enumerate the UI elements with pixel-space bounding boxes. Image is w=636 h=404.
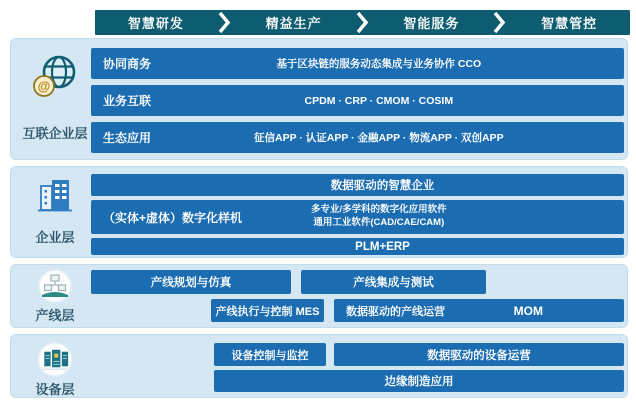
bar-smart-enterprise (91, 174, 624, 196)
bar-text: 数据驱动的设备运营 (427, 349, 531, 362)
layer4-icon-column (11, 335, 99, 397)
buildings-icon (34, 175, 76, 222)
bar-digital-prototype (91, 200, 624, 234)
bar-desc: 基于区块链的服务动态集成与业务协作 CCO (276, 58, 482, 70)
layer1-name: 互联企业层 (22, 126, 88, 141)
layer-production-line (10, 264, 628, 328)
desc-line2: 通用工业软件(CAD/CAE/CAM) (313, 217, 445, 228)
bar-text: 产线规划与仿真 (150, 277, 232, 289)
bar-label: 生态应用 (103, 131, 152, 145)
chevron-right-icon (355, 10, 371, 35)
machine-icon (37, 341, 74, 383)
mom-tag: MOM (513, 303, 543, 318)
chevron-right-icon (217, 10, 233, 35)
bar-text: 边缘制造应用 (384, 376, 454, 388)
process-banner (95, 10, 630, 35)
layer-interconnected-enterprise (10, 38, 628, 160)
layer2-name: 企业层 (35, 230, 75, 245)
bar-label: 业务互联 (103, 94, 152, 108)
bar-text: 设备控制与监控 (231, 349, 309, 362)
factory-icon (37, 268, 73, 309)
bar-device-operation (334, 343, 624, 366)
layer2-icon-column (11, 167, 99, 257)
bar-line-planning (91, 270, 291, 294)
bar-eco-apps (91, 122, 624, 153)
chevron-right-icon (492, 10, 508, 35)
bar-business-interconnect (91, 85, 624, 116)
bar-device-control (214, 343, 326, 366)
bar-line-operation (334, 299, 624, 322)
bar-plm-erp (91, 238, 624, 255)
layer-equipment (10, 334, 628, 398)
globe-at-icon (31, 53, 79, 106)
bar-label: （实体+虚体）数字化样机 (103, 210, 243, 225)
bar-text: 产线执行与控制 MES (215, 305, 320, 318)
layer3-icon-column (11, 265, 99, 327)
bar-mes (211, 299, 324, 322)
layer1-icon-column (11, 39, 99, 159)
desc-line1: 多专业/多学科的数字化应用软件 (310, 204, 447, 216)
layer4-name: 设备层 (35, 382, 75, 397)
layer-enterprise (10, 166, 628, 258)
bar-label: 协同商务 (103, 57, 152, 71)
svg-text:@: @ (37, 78, 51, 94)
bar-text: 产线集成与测试 (353, 277, 434, 289)
bar-desc: CPDM · CRP · CMOM · COSIM (304, 94, 454, 107)
bar-line-integration (301, 270, 486, 294)
bar-desc: 征信APP · 认证APP · 金融APP · 物流APP · 双创APP (254, 132, 504, 144)
bar-collaborative-commerce (91, 48, 624, 79)
layer3-name: 产线层 (35, 308, 75, 323)
bar-text: PLM+ERP (355, 240, 410, 253)
bar-label: 数据驱动的产线运营 (346, 305, 445, 318)
banner-segment-rd: 智慧研发 (127, 16, 184, 31)
bar-text: 数据驱动的智慧企业 (330, 180, 435, 192)
banner-segment-service: 智能服务 (403, 16, 460, 31)
banner-segment-lean: 精益生产 (265, 16, 322, 31)
bar-edge-manufacturing (214, 370, 624, 392)
bar-desc (311, 204, 447, 230)
banner-segment-control: 智慧管控 (541, 16, 598, 31)
